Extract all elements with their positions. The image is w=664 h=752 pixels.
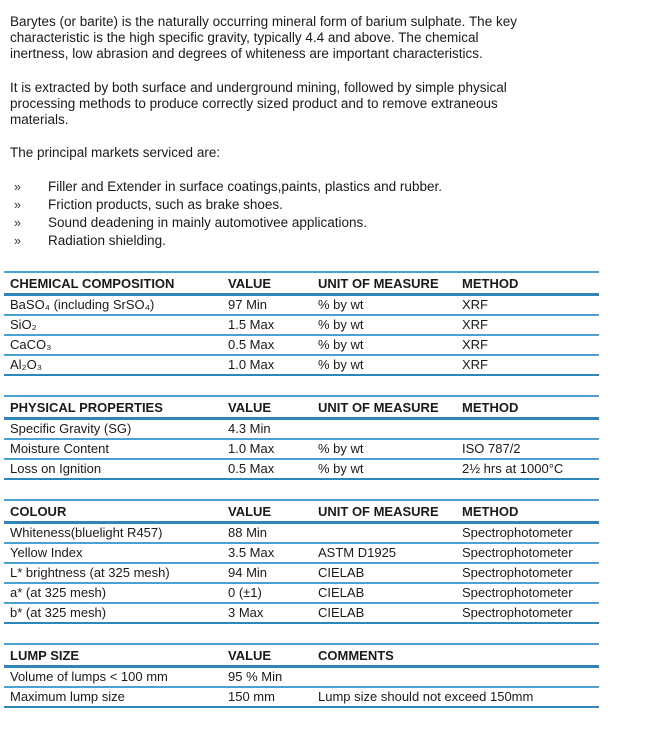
- column-header: COLOUR: [4, 500, 222, 523]
- table-row: [4, 315, 599, 335]
- table-cell: 97 Min: [222, 295, 312, 316]
- table-row: [4, 543, 599, 563]
- table-cell: 1.0 Max: [222, 439, 312, 459]
- column-header: METHOD: [456, 396, 599, 419]
- table-cell: Loss on Ignition: [4, 459, 222, 479]
- table-header-row: [4, 396, 599, 419]
- colour-table: [4, 499, 599, 624]
- table-row: [4, 419, 599, 440]
- column-header: VALUE: [222, 272, 312, 295]
- table-cell: 150 mm: [222, 687, 312, 707]
- table-cell: Volume of lumps < 100 mm: [4, 667, 222, 688]
- column-header: UNIT OF MEASURE: [312, 500, 456, 523]
- table-cell: % by wt: [312, 315, 456, 335]
- table-cell: Lump size should not exceed 150mm: [312, 687, 599, 707]
- intro-paragraph-2: [10, 80, 664, 129]
- table-cell: CIELAB: [312, 603, 456, 623]
- table-row: [4, 583, 599, 603]
- table-cell: % by wt: [312, 355, 456, 375]
- table-cell: 1.5 Max: [222, 315, 312, 335]
- table-cell: Spectrophotometer: [456, 563, 599, 583]
- text-line: characteristic is the high specific gravity, typically 4.4 and above. The chemical: [10, 30, 479, 46]
- table-cell: BaSO₄ (including SrSO₄): [4, 295, 222, 316]
- table-cell: 95 % Min: [222, 667, 312, 688]
- table-cell: a* (at 325 mesh): [4, 583, 222, 603]
- table-header-row: [4, 644, 599, 667]
- table-row: [4, 563, 599, 583]
- table-cell: Specific Gravity (SG): [4, 419, 222, 440]
- double-chevron-bullet-icon: »: [14, 198, 21, 213]
- double-chevron-bullet-icon: »: [14, 216, 21, 231]
- table-cell: % by wt: [312, 439, 456, 459]
- table-cell: 1.0 Max: [222, 355, 312, 375]
- text-line: processing methods to produce correctly sized product and to remove extraneous: [10, 95, 498, 111]
- market-list-item: [14, 214, 664, 232]
- table-cell: b* (at 325 mesh): [4, 603, 222, 623]
- column-header: UNIT OF MEASURE: [312, 396, 456, 419]
- table-cell: L* brightness (at 325 mesh): [4, 563, 222, 583]
- table-cell: Spectrophotometer: [456, 603, 599, 623]
- table-row: [4, 667, 599, 688]
- table-cell: % by wt: [312, 459, 456, 479]
- text-line: It is extracted by both surface and underground mining, followed by simple physical: [10, 79, 507, 95]
- column-header: METHOD: [456, 272, 599, 295]
- table-cell: XRF: [456, 355, 599, 375]
- column-header: VALUE: [222, 500, 312, 523]
- column-header: CHEMICAL COMPOSITION: [4, 272, 222, 295]
- table-cell: ISO 787/2: [456, 439, 599, 459]
- physical-properties-table: [4, 395, 599, 480]
- column-header: VALUE: [222, 644, 312, 667]
- table-cell: CIELAB: [312, 583, 456, 603]
- table-cell: [456, 419, 599, 440]
- table-cell: 3.5 Max: [222, 543, 312, 563]
- table-row: [4, 603, 599, 623]
- table-row: [4, 523, 599, 544]
- table-cell: Spectrophotometer: [456, 543, 599, 563]
- table-row: [4, 335, 599, 355]
- table-row: [4, 355, 599, 375]
- table-cell: 94 Min: [222, 563, 312, 583]
- market-list-item: [14, 196, 664, 214]
- intro-paragraph-1: [10, 14, 664, 63]
- table-row: [4, 439, 599, 459]
- table-cell: ASTM D1925: [312, 543, 456, 563]
- table-cell: SiO₂: [4, 315, 222, 335]
- table-row: [4, 687, 599, 707]
- table-cell: CIELAB: [312, 563, 456, 583]
- lump-size-table: [4, 643, 599, 708]
- table-cell: Yellow Index: [4, 543, 222, 563]
- market-list-item: [14, 178, 664, 196]
- market-list-item: [14, 232, 664, 250]
- table-cell: Maximum lump size: [4, 687, 222, 707]
- table-cell: Al₂O₃: [4, 355, 222, 375]
- table-cell: Moisture Content: [4, 439, 222, 459]
- market-item-label: Sound deadening in mainly automotivee applications.: [48, 215, 367, 231]
- market-item-label: Friction products, such as brake shoes.: [48, 197, 283, 213]
- table-cell: [312, 523, 456, 544]
- table-cell: 0.5 Max: [222, 335, 312, 355]
- table-cell: 88 Min: [222, 523, 312, 544]
- table-cell: XRF: [456, 335, 599, 355]
- text-line: inertness, low abrasion and degrees of whiteness are important characteristics.: [10, 46, 483, 62]
- table-cell: 2½ hrs at 1000°C: [456, 459, 599, 479]
- column-header: PHYSICAL PROPERTIES: [4, 396, 222, 419]
- column-header: METHOD: [456, 500, 599, 523]
- market-item-label: Radiation shielding.: [48, 233, 166, 249]
- table-cell: CaCO₃: [4, 335, 222, 355]
- text-line: Barytes (or barite) is the naturally occurring mineral form of barium sulphate. The key: [10, 14, 517, 29]
- markets-heading: [10, 145, 664, 161]
- chemical-composition-table: [4, 271, 599, 376]
- table-cell: 3 Max: [222, 603, 312, 623]
- table-cell: Whiteness(bluelight R457): [4, 523, 222, 544]
- markets-bullet-list: [14, 178, 664, 250]
- table-cell: Spectrophotometer: [456, 583, 599, 603]
- table-cell: 0.5 Max: [222, 459, 312, 479]
- column-header: COMMENTS: [312, 644, 599, 667]
- table-cell: 4.3 Min: [222, 419, 312, 440]
- table-header-row: [4, 500, 599, 523]
- column-header: LUMP SIZE: [4, 644, 222, 667]
- double-chevron-bullet-icon: »: [14, 234, 21, 249]
- double-chevron-bullet-icon: »: [14, 180, 21, 195]
- table-cell: % by wt: [312, 295, 456, 316]
- table-cell: [312, 667, 599, 688]
- table-cell: 0 (±1): [222, 583, 312, 603]
- column-header: UNIT OF MEASURE: [312, 272, 456, 295]
- market-item-label: Filler and Extender in surface coatings,paints, plastics and rubber.: [48, 179, 442, 195]
- text-line: The principal markets serviced are:: [10, 145, 221, 161]
- table-row: [4, 295, 599, 316]
- table-cell: [312, 419, 456, 440]
- table-cell: Spectrophotometer: [456, 523, 599, 544]
- table-row: [4, 459, 599, 479]
- table-header-row: [4, 272, 599, 295]
- table-cell: XRF: [456, 315, 599, 335]
- text-line: materials.: [10, 112, 69, 128]
- table-cell: % by wt: [312, 335, 456, 355]
- table-cell: XRF: [456, 295, 599, 316]
- column-header: VALUE: [222, 396, 312, 419]
